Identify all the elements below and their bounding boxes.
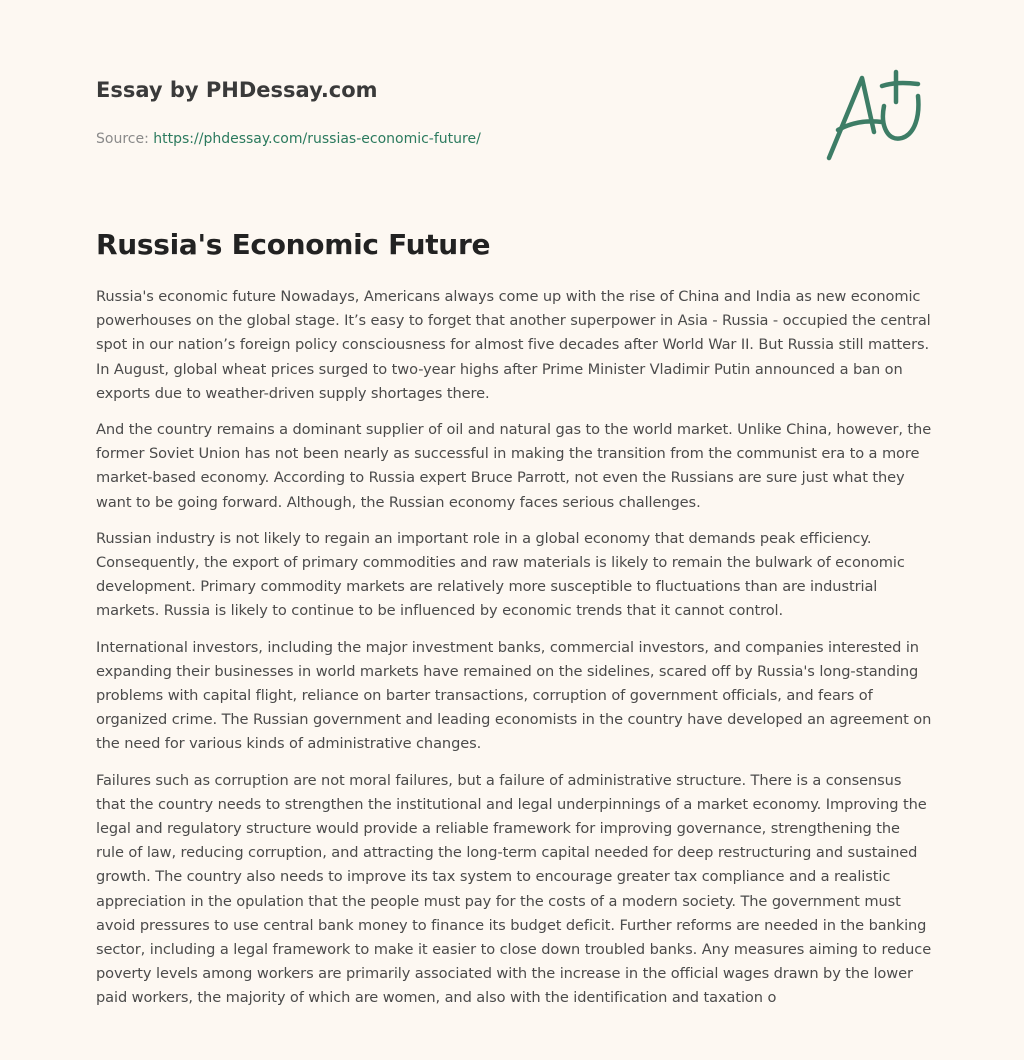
essay-paragraph: And the country remains a dominant supplier of oil and natural gas to the world market. Unlike China, however, the former Soviet Union has not been nearly as successful in making the transition from the communist era to a more market-based economy. According to Russia expert Bruce Parrott, not even the Russians are sure just what they want to be going forward. Although, the Russian economy faces serious challenges. bbox=[96, 421, 932, 511]
a-plus-grade-icon bbox=[822, 66, 928, 166]
essay-title: Russia's Economic Future bbox=[96, 228, 491, 261]
page-header bbox=[96, 76, 936, 148]
essay-paragraph: Failures such as corruption are not moral failures, but a failure of administrative structure. There is a consensus that the country needs to strengthen the institutional and legal underpinnings of a market economy. Improving the legal and regulatory structure would provide a reliable framework for improving governance, strengthening the rule of law, reducing corruption, and attracting the long-term capital needed for deep restructuring and sustained growth. The country also needs to improve its tax system to encourage greater tax compliance and a realistic appreciation in the opulation that the people must pay for the costs of a modern society. The government must avoid pressures to use central bank money to finance its budget deficit. Further reforms are needed in the banking sector, including a legal framework to make it easier to close down troubled banks. Any measures aiming to reduce poverty levels among workers are primarily associated with the increase in the official wages drawn by the lower paid workers, the majority of which are women, and also with the identification and taxation o bbox=[96, 771, 932, 1007]
source-link[interactable]: https://phdessay.com/russias-economic-future/ bbox=[153, 131, 481, 147]
essay-body bbox=[96, 285, 932, 1023]
source-label: Source: bbox=[96, 131, 154, 147]
essay-paragraph: International investors, including the major investment banks, commercial investors, and companies interested in expanding their businesses in world markets have remained on the sidelines, scared off by Russia's long-standing problems with capital flight, reliance on barter transactions, corruption of government officials, and fears of organized crime. The Russian government and leading economists in the country have developed an agreement on the need for various kinds of administrative changes. bbox=[96, 638, 932, 753]
essay-paragraph: Russia's economic future Nowadays, Americans always come up with the rise of China and India as new economic powerhouses on the global stage. It’s easy to forget that another superpower in Asia - Russia - occupied the central spot in our nation’s foreign policy consciousness for almost five decades after World War II. But Russia still matters. In August, global wheat prices surged to two-year highs after Prime Minister Vladimir Putin announced a ban on exports due to weather-driven supply shortages there. bbox=[96, 288, 931, 402]
source-line bbox=[96, 130, 936, 148]
essay-paragraph: Russian industry is not likely to regain an important role in a global economy that demands peak efficiency. Consequently, the export of primary commodities and raw materials is likely to remain the bulwark of economic development. Primary commodity markets are relatively more susceptible to fluctuations than are industrial markets. Russia is likely to continue to be influenced by economic trends that it cannot control. bbox=[96, 529, 905, 620]
site-brand: Essay by PHDessay.com bbox=[96, 78, 378, 102]
